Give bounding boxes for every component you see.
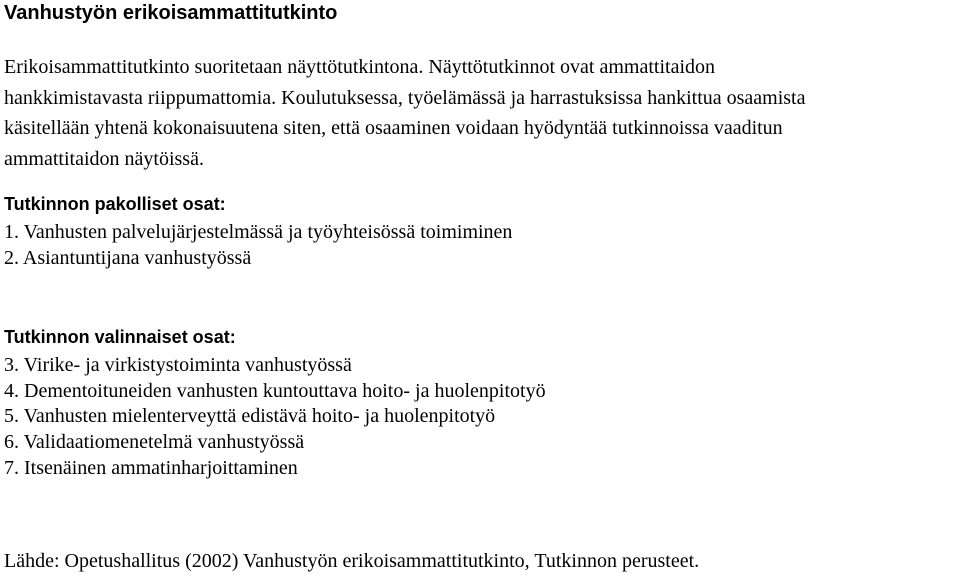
mandatory-parts-list <box>4 220 512 271</box>
list-item: 2. Asiantuntijana vanhustyössä <box>4 246 252 269</box>
document <box>4 0 956 578</box>
intro-line: hankkimistavasta riippumattomia. Koulutuksessa, työelämässä ja harrastuksissa hankittua osaamista <box>4 86 806 109</box>
list-item: 6. Validaatiomenetelmä vanhustyössä <box>4 431 305 454</box>
intro-line: Erikoisammattitutkinto suoritetaan näyttötutkintona. Näyttötutkinnot ovat ammattitaidon <box>4 56 715 78</box>
document-title: Vanhustyön erikoisammattitutkinto <box>4 2 338 24</box>
intro-line: käsitellään yhtenä kokonaisuutena siten, että osaaminen voidaan hyödyntää tutkinnoissa vaaditun <box>4 117 783 139</box>
list-item: 1. Vanhusten palvelujärjestelmässä ja työyhteisössä toimiminen <box>4 221 513 243</box>
list-item: 3. Virike- ja virkistystoiminta vanhustyössä <box>4 354 352 376</box>
list-item: 7. Itsenäinen ammatinharjoittaminen <box>4 456 298 479</box>
intro-line: ammattitaidon näytöissä. <box>4 147 204 170</box>
optional-parts-heading: Tutkinnon valinnaiset osat: <box>4 327 236 347</box>
list-item: 5. Vanhusten mielenterveyttä edistävä hoito- ja huolenpitotyö <box>4 405 496 428</box>
mandatory-parts-heading: Tutkinnon pakolliset osat: <box>4 194 226 214</box>
list-item: 4. Dementoituneiden vanhusten kuntouttava hoito- ja huolenpitotyö <box>4 379 546 402</box>
intro-paragraph <box>4 52 959 174</box>
source-citation: Lähde: Opetushallitus (2002) Vanhustyön erikoisammattitutkinto, Tutkinnon perusteet. <box>4 550 700 572</box>
optional-parts-list <box>4 353 546 482</box>
